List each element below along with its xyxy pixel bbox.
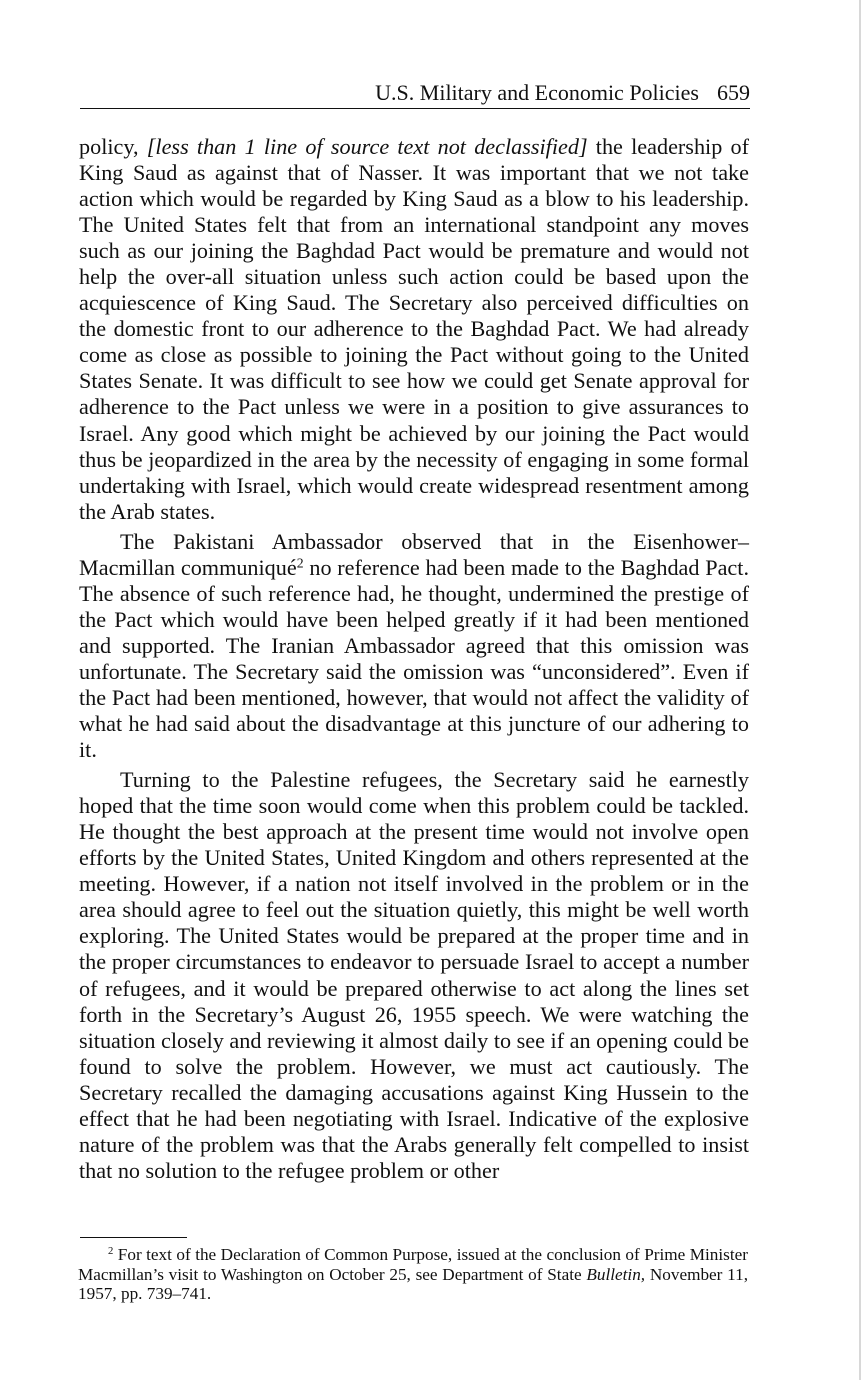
footnote-divider: [80, 1237, 187, 1238]
paragraph-2: [79, 529, 749, 763]
footnote-publication: Bulletin,: [586, 1264, 646, 1284]
body-text: [79, 134, 749, 1184]
footnote-number: 2: [108, 1246, 114, 1258]
running-title: U.S. Military and Economic Policies: [375, 80, 699, 105]
page-number: 659: [717, 80, 750, 105]
paragraph-1-text: the leadership of King Saud as against that of Nasser. It was important that we not take action which would be regarded by King Saud as a blow to his leadership. The United States felt that from an international standpoint any moves such as our joining the Baghdad Pact would be premature and would not help the over-all situation unless such action could be based upon the acquiescence of King Saud. The Secretary also perceived difficulties on the domestic front to our adherence to the Baghdad Pact. We had already come as close as possible to joining the Pact without going to the United States Senate. It was difficult to see how we could get Senate approval for adherence to the Pact unless we were in a position to give assurances to Israel. Any good which might be achieved by our joining the Pact would thus be jeopardized in the area by the necessity of engaging in some formal undertaking with Israel, which would create widespread resentment among the Arab states.: [79, 134, 749, 524]
paragraph-2-text-after-note: no reference had been made to the Baghdad Pact. The absence of such reference had, he thought, undermined the prestige of the Pact which would have been helped greatly if it had been mentioned and supported. The Iranian Ambassador agreed that this omission was unfortunate. The Secretary said the omission was “unconsidered”. Even if the Pact had been mentioned, however, that would not affect the validity of what he had said about the disadvantage at this juncture of our adhering to it.: [79, 554, 749, 763]
footnote-reference[interactable]: 2: [296, 555, 304, 571]
paragraph-1-lead: policy,: [79, 134, 147, 159]
paragraph-3: [79, 767, 749, 1184]
paragraph-2-text-before-note: The Pakistani Ambassador observed that in the Eisenhower–Macmillan communiqué: [79, 528, 749, 580]
paragraph-1: [79, 134, 749, 525]
running-header: [80, 78, 750, 109]
paragraph-3-text: Turning to the Palestine refugees, the Secretary said he earnestly hoped that the time soon would come when this problem could be tackled. He thought the best approach at the present time would not involve open efforts by the United States, United Kingdom and others represented at the meeting. However, if a nation not itself involved in the problem or in the area should agree to feel out the situation quietly, this might be well worth exploring. The United States would be prepared at the proper time and in the proper circumstances to endeavor to persuade Israel to accept a number of refugees, and it would be prepared otherwise to act along the lines set forth in the Secretary’s August 26, 1955 speech. We were watching the situation closely and reviewing it almost daily to see if an opening could be found to solve the problem. However, we must act cautiously. The Secretary recalled the damaging accusations against King Hussein to the effect that he had been negotiating with Israel. Indicative of the explosive nature of the problem was that the Arabs generally felt compelled to insist that no solution to the refugee problem or other: [79, 767, 749, 1183]
footnote-text: For text of the Declaration of Common Purpose, issued at the conclusion of Prime Minister Macmillan’s visit to Washington on October 25, see Department of State: [78, 1245, 748, 1284]
footnote-citation: November 11, 1957, pp. 739–741.: [78, 1264, 748, 1303]
footnote: [78, 1245, 748, 1304]
declassification-note: [less than 1 line of source text not declassified]: [146, 134, 588, 159]
